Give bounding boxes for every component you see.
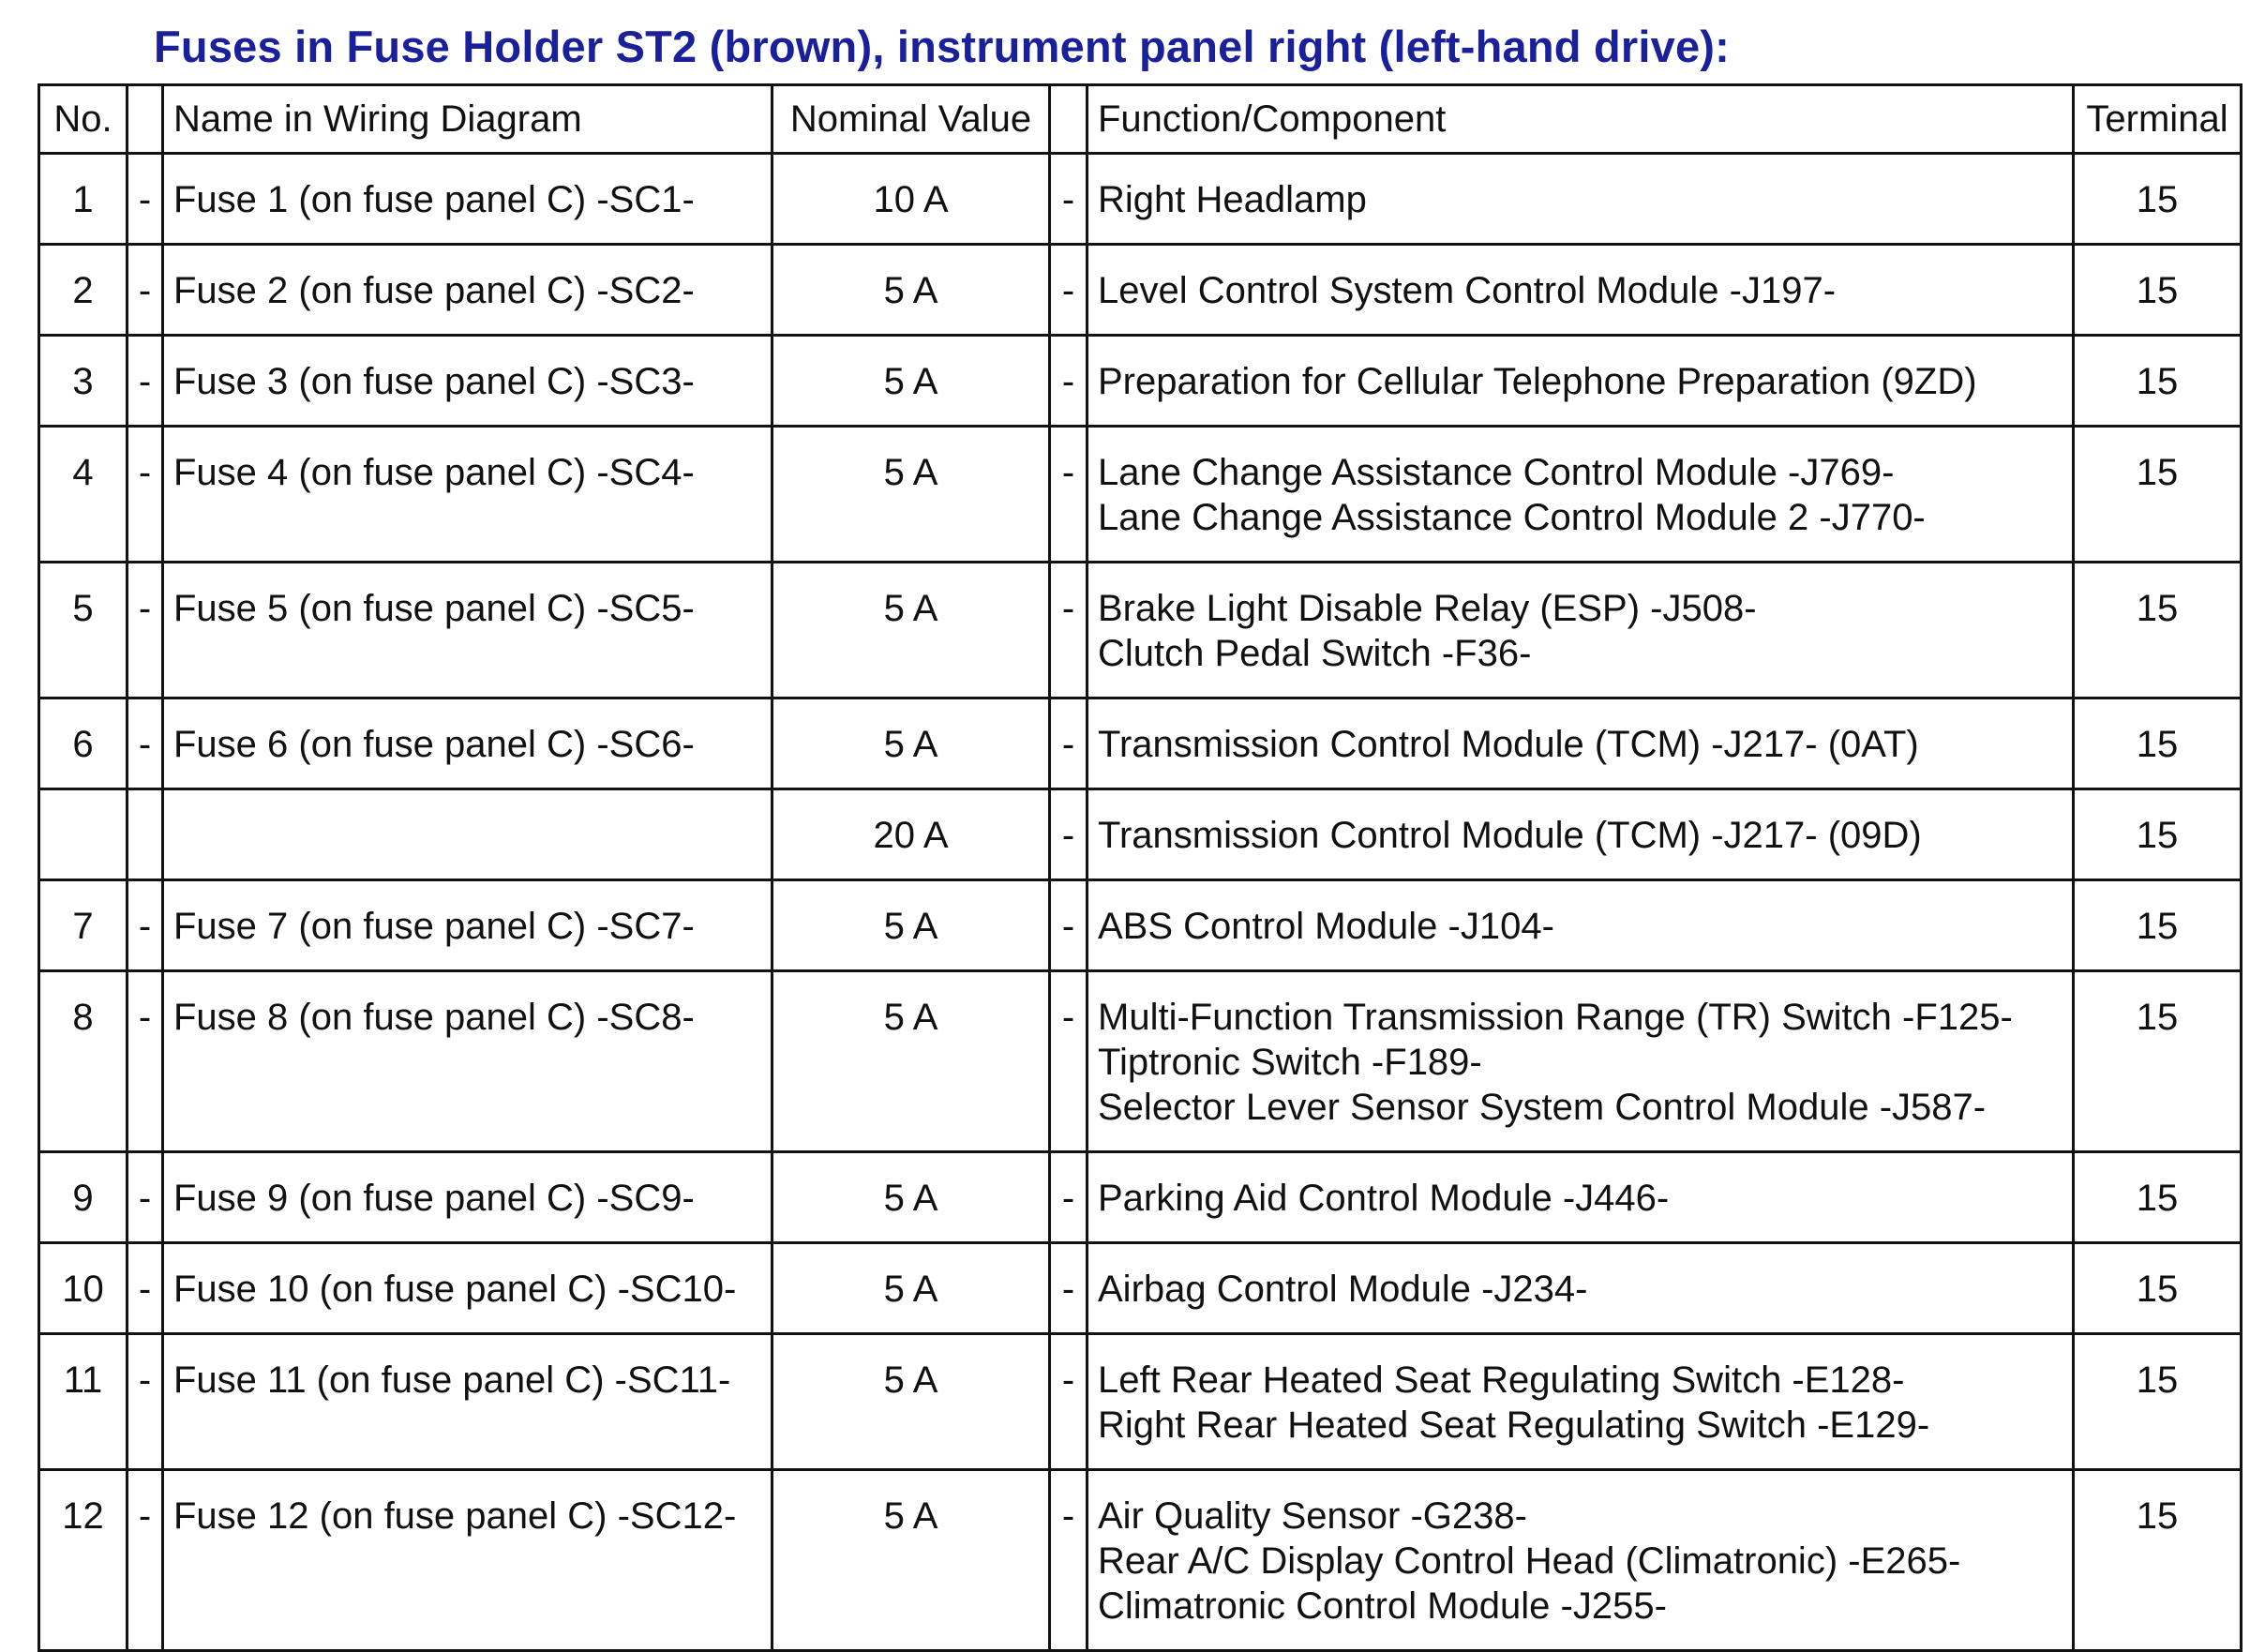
row-separator: - <box>128 1243 163 1334</box>
function-component <box>1088 880 2074 971</box>
header-nominal-value: Nominal Value <box>772 85 1050 154</box>
function-component <box>1088 154 2074 245</box>
fuse-name: Fuse 11 (on fuse panel C) -SC11- <box>163 1334 772 1470</box>
function-line: Preparation for Cellular Telephone Preparation (9ZD) <box>1098 361 1977 402</box>
fuse-number: 10 <box>39 1243 128 1334</box>
row-separator: - <box>128 880 163 971</box>
fuse-number: 7 <box>39 880 128 971</box>
fuse-number: 4 <box>39 427 128 563</box>
row-separator: - <box>1050 154 1088 245</box>
function-component <box>1088 245 2074 336</box>
row-separator: - <box>128 1470 163 1651</box>
page-title: Fuses in Fuse Holder ST2 (brown), instrument panel right (left-hand drive): <box>154 22 1730 71</box>
function-line: Multi-Function Transmission Range (TR) Switch -F125- <box>1098 997 2013 1038</box>
header-terminal: Terminal <box>2074 85 2242 154</box>
fuse-number: 11 <box>39 1334 128 1470</box>
function-component <box>1088 971 2074 1152</box>
nominal-value: 20 A <box>772 789 1050 880</box>
table-row <box>39 245 2242 336</box>
function-line: Brake Light Disable Relay (ESP) -J508- <box>1098 588 1757 629</box>
row-separator: - <box>128 154 163 245</box>
terminal: 15 <box>2074 698 2242 789</box>
row-separator: - <box>1050 245 1088 336</box>
table-row <box>39 1470 2242 1651</box>
table-row <box>39 336 2242 427</box>
function-line: Airbag Control Module -J234- <box>1098 1269 1588 1310</box>
row-separator: - <box>1050 336 1088 427</box>
function-line: Clutch Pedal Switch -F36- <box>1098 633 1532 674</box>
function-line: Lane Change Assistance Control Module -J769- <box>1098 452 1895 493</box>
function-line: Selector Lever Sensor System Control Module -J587- <box>1098 1087 1987 1128</box>
nominal-value: 5 A <box>772 245 1050 336</box>
table-row <box>39 563 2242 698</box>
table-row <box>39 427 2242 563</box>
header-separator <box>128 85 163 154</box>
function-line: Climatronic Control Module -J255- <box>1098 1585 1667 1627</box>
fuse-number: 8 <box>39 971 128 1152</box>
fuse-name: Fuse 4 (on fuse panel C) -SC4- <box>163 427 772 563</box>
header-no: No. <box>39 85 128 154</box>
function-line: Transmission Control Module (TCM) -J217- (0AT) <box>1098 724 1919 765</box>
fuse-table-body <box>39 154 2242 1651</box>
fuse-number: 2 <box>39 245 128 336</box>
function-line: Parking Aid Control Module -J446- <box>1098 1178 1670 1219</box>
function-component <box>1088 1334 2074 1470</box>
row-separator: - <box>1050 971 1088 1152</box>
fuse-name: Fuse 5 (on fuse panel C) -SC5- <box>163 563 772 698</box>
fuse-number: 6 <box>39 698 128 789</box>
function-component <box>1088 427 2074 563</box>
table-row <box>39 154 2242 245</box>
fuse-name: Fuse 7 (on fuse panel C) -SC7- <box>163 880 772 971</box>
row-separator: - <box>1050 698 1088 789</box>
table-row <box>39 698 2242 789</box>
function-component <box>1088 1243 2074 1334</box>
terminal: 15 <box>2074 427 2242 563</box>
function-line: Rear A/C Display Control Head (Climatronic) -E265- <box>1098 1540 1961 1582</box>
nominal-value: 5 A <box>772 971 1050 1152</box>
row-separator: - <box>1050 1152 1088 1243</box>
table-row <box>39 789 2242 880</box>
fuse-number: 9 <box>39 1152 128 1243</box>
header-name: Name in Wiring Diagram <box>163 85 772 154</box>
nominal-value: 5 A <box>772 1152 1050 1243</box>
table-row <box>39 971 2242 1152</box>
fuse-name: Fuse 8 (on fuse panel C) -SC8- <box>163 971 772 1152</box>
row-separator: - <box>128 971 163 1152</box>
fuse-name: Fuse 1 (on fuse panel C) -SC1- <box>163 154 772 245</box>
nominal-value: 5 A <box>772 1470 1050 1651</box>
table-row <box>39 1243 2242 1334</box>
row-separator: - <box>1050 1334 1088 1470</box>
table-row <box>39 1152 2242 1243</box>
terminal: 15 <box>2074 154 2242 245</box>
function-line: Right Rear Heated Seat Regulating Switch -E129- <box>1098 1404 1930 1446</box>
fuse-table <box>38 83 2242 1652</box>
row-separator: - <box>128 245 163 336</box>
terminal: 15 <box>2074 1334 2242 1470</box>
row-separator: - <box>1050 427 1088 563</box>
function-component <box>1088 1152 2074 1243</box>
function-line: Tiptronic Switch -F189- <box>1098 1042 1482 1083</box>
row-separator <box>128 789 163 880</box>
header-separator <box>1050 85 1088 154</box>
fuse-name: Fuse 3 (on fuse panel C) -SC3- <box>163 336 772 427</box>
row-separator: - <box>128 1152 163 1243</box>
row-separator: - <box>128 563 163 698</box>
row-separator: - <box>128 336 163 427</box>
function-line: Air Quality Sensor -G238- <box>1098 1495 1527 1537</box>
function-component <box>1088 698 2074 789</box>
nominal-value: 5 A <box>772 880 1050 971</box>
row-separator: - <box>1050 1470 1088 1651</box>
row-separator: - <box>1050 563 1088 698</box>
nominal-value: 5 A <box>772 427 1050 563</box>
fuse-name <box>163 789 772 880</box>
terminal: 15 <box>2074 563 2242 698</box>
row-separator: - <box>128 427 163 563</box>
fuse-name: Fuse 9 (on fuse panel C) -SC9- <box>163 1152 772 1243</box>
terminal: 15 <box>2074 336 2242 427</box>
nominal-value: 5 A <box>772 1243 1050 1334</box>
terminal: 15 <box>2074 971 2242 1152</box>
terminal: 15 <box>2074 1243 2242 1334</box>
nominal-value: 10 A <box>772 154 1050 245</box>
nominal-value: 5 A <box>772 1334 1050 1470</box>
function-line: Right Headlamp <box>1098 179 1367 220</box>
function-component <box>1088 1470 2074 1651</box>
fuse-name: Fuse 6 (on fuse panel C) -SC6- <box>163 698 772 789</box>
fuse-number: 12 <box>39 1470 128 1651</box>
fuse-number: 1 <box>39 154 128 245</box>
function-component <box>1088 789 2074 880</box>
function-component <box>1088 563 2074 698</box>
terminal: 15 <box>2074 245 2242 336</box>
function-line: Transmission Control Module (TCM) -J217- (09D) <box>1098 815 1922 856</box>
table-row <box>39 1334 2242 1470</box>
row-separator: - <box>1050 789 1088 880</box>
nominal-value: 5 A <box>772 698 1050 789</box>
function-line: Left Rear Heated Seat Regulating Switch -E128- <box>1098 1359 1905 1401</box>
fuse-number <box>39 789 128 880</box>
fuse-name: Fuse 12 (on fuse panel C) -SC12- <box>163 1470 772 1651</box>
row-separator: - <box>1050 1243 1088 1334</box>
function-component <box>1088 336 2074 427</box>
fuse-number: 3 <box>39 336 128 427</box>
nominal-value: 5 A <box>772 563 1050 698</box>
row-separator: - <box>128 1334 163 1470</box>
header-row <box>39 85 2242 154</box>
header-function: Function/Component <box>1088 85 2074 154</box>
function-line: Level Control System Control Module -J197- <box>1098 270 1837 311</box>
row-separator: - <box>128 698 163 789</box>
nominal-value: 5 A <box>772 336 1050 427</box>
function-line: ABS Control Module -J104- <box>1098 906 1554 947</box>
fuse-name: Fuse 10 (on fuse panel C) -SC10- <box>163 1243 772 1334</box>
table-row <box>39 880 2242 971</box>
terminal: 15 <box>2074 880 2242 971</box>
terminal: 15 <box>2074 1152 2242 1243</box>
function-line: Lane Change Assistance Control Module 2 -J770- <box>1098 497 1926 538</box>
terminal: 15 <box>2074 789 2242 880</box>
terminal: 15 <box>2074 1470 2242 1651</box>
fuse-number: 5 <box>39 563 128 698</box>
row-separator: - <box>1050 880 1088 971</box>
fuse-name: Fuse 2 (on fuse panel C) -SC2- <box>163 245 772 336</box>
